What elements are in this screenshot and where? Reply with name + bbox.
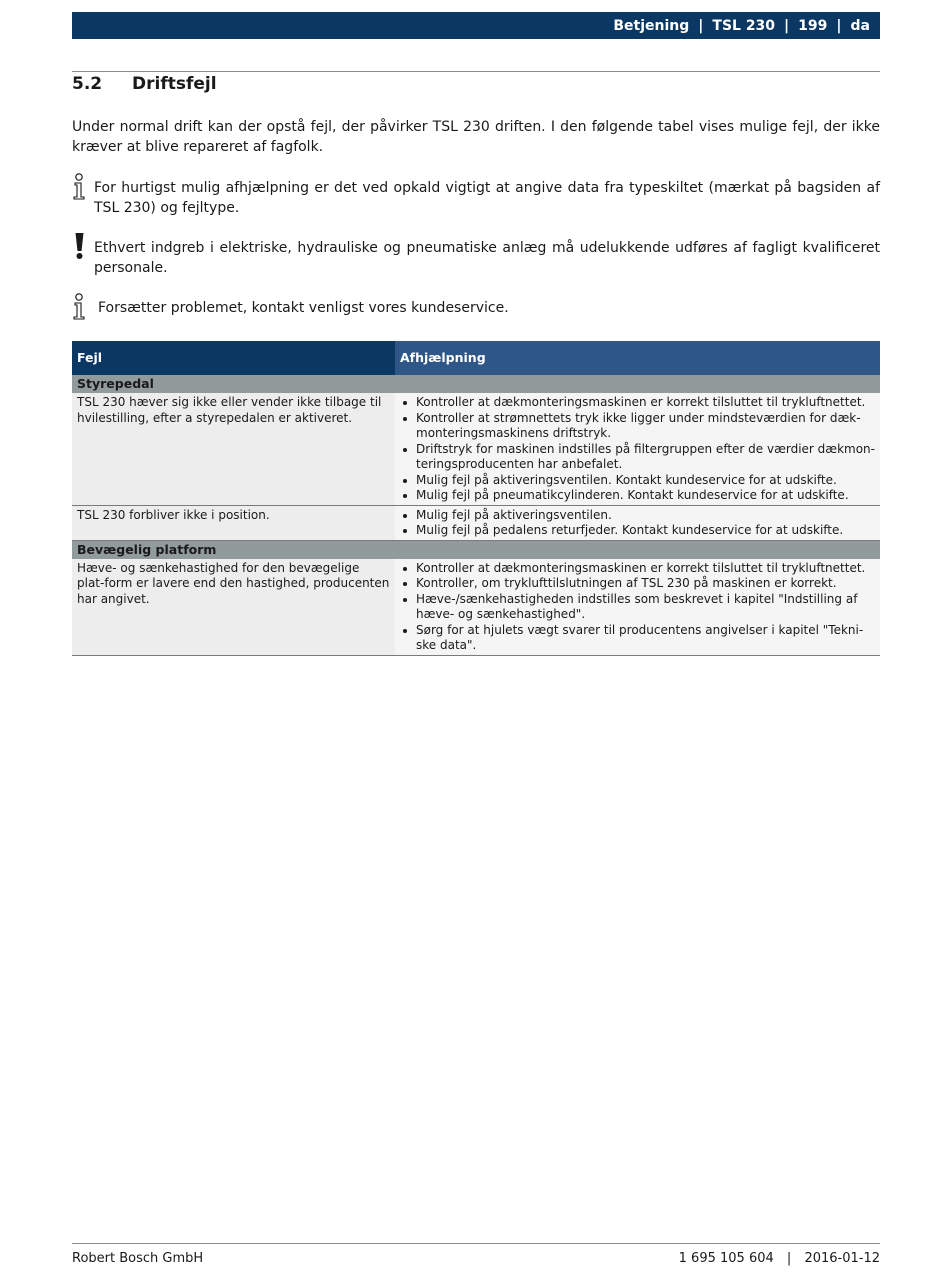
list-item: Kontroller at dækmonteringsmaskinen er korrekt tilsluttet til trykluftnettet. <box>399 395 875 411</box>
table-row <box>72 505 880 540</box>
list-item: Mulig fejl på pedalens returfjeder. Kontakt kundeservice for at udskifte. <box>399 523 875 539</box>
header-language: da <box>850 17 870 34</box>
footer-doc-number: 1 695 105 604 <box>678 1251 774 1266</box>
remedy-list <box>399 395 875 504</box>
header-section: Betjening <box>613 17 690 34</box>
table-header-row <box>72 341 880 375</box>
footer-doc-info <box>679 1251 880 1266</box>
fault-table <box>72 341 880 656</box>
group-label: Bevægelig platform <box>72 540 880 559</box>
note-text: For hurtigst mulig afhjælpning er det ved opkald vigtigt at angive data fra typeskiltet (mærkat på bagsiden af TSL 230) og fejltype. <box>94 180 880 216</box>
table-row <box>72 559 880 656</box>
intro-paragraph: Under normal drift kan der opstå fejl, der påvirker TSL 230 driften. I den følgende tabel vises mulige fejl, der ikke kræver at blive repareret af fagfolk. <box>72 119 880 155</box>
table-group-row <box>72 540 880 559</box>
section-name: Driftsfejl <box>132 74 217 94</box>
list-item: Kontroller at strømnettets tryk ikke ligger under mindsteværdien for dæk-monteringsmaskinens driftstryk. <box>399 411 875 442</box>
footer-rule <box>72 1243 880 1244</box>
page-header <box>72 12 880 39</box>
table-group-row <box>72 375 880 393</box>
warning-icon <box>72 232 88 260</box>
fault-cell: TSL 230 hæver sig ikke eller vender ikke tilbage til hvilestilling, efter a styrepedalen er aktiveret. <box>72 393 395 505</box>
fault-cell: TSL 230 forbliver ikke i position. <box>72 505 395 540</box>
column-header-fault: Fejl <box>72 341 395 375</box>
remedy-list <box>399 508 875 539</box>
header-separator: | <box>698 17 704 34</box>
header-product: TSL 230 <box>712 17 776 34</box>
column-header-remedy: Afhjælpning <box>395 341 880 375</box>
remedy-cell <box>395 559 880 656</box>
list-item: Mulig fejl på pneumatikcylinderen. Kontakt kundeservice for at udskifte. <box>399 488 875 504</box>
note-text: Ethvert indgreb i elektriske, hydrauliske og pneumatiske anlæg må udelukkende udføres af fagligt kvalificeret personale. <box>94 240 880 276</box>
info-icon <box>72 293 88 321</box>
list-item: Driftstryk for maskinen indstilles på filtergruppen efter de værdier dækmon-teringsproducenten har anbefalet. <box>399 442 875 473</box>
note-text: Forsætter problemet, kontakt venligst vores kundeservice. <box>98 300 509 316</box>
section-rule <box>72 71 880 72</box>
table-row <box>72 393 880 505</box>
section-number: 5.2 <box>72 74 103 94</box>
footer-company: Robert Bosch GmbH <box>72 1251 204 1266</box>
header-separator: | <box>784 17 790 34</box>
list-item: Kontroller at dækmonteringsmaskinen er korrekt tilsluttet til trykluftnettet. <box>399 561 875 577</box>
list-item: Mulig fejl på aktiveringsventilen. <box>399 508 875 524</box>
remedy-list <box>399 561 875 654</box>
section-title <box>72 74 217 94</box>
header-separator: | <box>836 17 842 34</box>
remedy-cell <box>395 393 880 505</box>
list-item: Kontroller, om tryklufttilslutningen af TSL 230 på maskinen er korrekt. <box>399 576 875 592</box>
footer-date: 2016-01-12 <box>804 1251 880 1266</box>
list-item: Sørg for at hjulets vægt svarer til producentens angivelser i kapitel "Tekni-ske data". <box>399 623 875 654</box>
remedy-cell <box>395 505 880 540</box>
fault-cell: Hæve- og sænkehastighed for den bevægelige plat-form er lavere end den hastighed, producenten har angivet. <box>72 559 395 656</box>
list-item: Mulig fejl på aktiveringsventilen. Kontakt kundeservice for at udskifte. <box>399 473 875 489</box>
header-page-number: 199 <box>798 17 828 34</box>
list-item: Hæve-/sænkehastigheden indstilles som beskrevet i kapitel "Indstilling af hæve- og sænkehastighed". <box>399 592 875 623</box>
footer-separator: | <box>786 1251 792 1266</box>
info-icon <box>72 173 88 201</box>
group-label: Styrepedal <box>72 375 880 393</box>
